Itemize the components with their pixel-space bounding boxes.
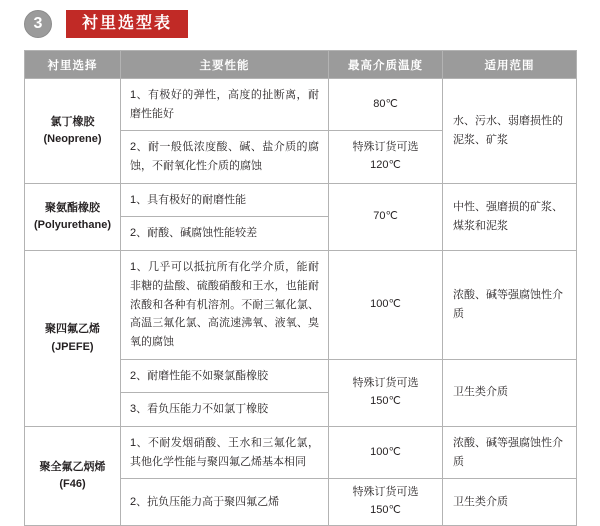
temperature-cell: 特殊订货可选 150℃ bbox=[329, 359, 443, 426]
lining-name-cell bbox=[25, 251, 121, 427]
lining-name-cn: 聚氨酯橡胶 bbox=[45, 201, 100, 214]
scope-cell: 卫生类介质 bbox=[443, 359, 577, 426]
lining-name-cell bbox=[25, 79, 121, 184]
scope-cell: 中性、强磨损的矿浆、煤浆和泥浆 bbox=[443, 183, 577, 250]
temperature-cell: 80℃ bbox=[329, 79, 443, 131]
performance-cell: 1、几乎可以抵抗所有化学介质，能耐非糖的盐酸、硫酸硝酸和王水，也能耐浓酸和各种有机溶剂。不耐三氟化氯、高温三氟化氯、高流速沸氧、液氧、臭氧的腐蚀 bbox=[121, 251, 329, 359]
lining-name-cn: 聚全氟乙炳烯 bbox=[39, 460, 106, 473]
table-row bbox=[25, 79, 577, 131]
page-title: 衬里选型表 bbox=[66, 10, 188, 39]
scope-cell: 卫生类介质 bbox=[443, 479, 577, 525]
lining-name-en: (F46) bbox=[59, 477, 86, 490]
column-header-scope: 适用范围 bbox=[443, 51, 577, 79]
table-header-row bbox=[25, 51, 577, 79]
lining-name-en: (Polyurethane) bbox=[33, 218, 111, 231]
column-header-max-temp: 最高介质温度 bbox=[329, 51, 443, 79]
performance-cell: 2、耐一般低浓度酸、碱、盐介质的腐蚀，不耐氧化性介质的腐蚀 bbox=[121, 131, 329, 183]
lining-name-en: (Neoprene) bbox=[43, 132, 102, 145]
section-header bbox=[24, 8, 188, 40]
performance-cell: 2、耐酸、碱腐蚀性能较差 bbox=[121, 217, 329, 251]
performance-cell: 2、耐磨性能不如聚氯酯橡胶 bbox=[121, 359, 329, 393]
temperature-cell: 100℃ bbox=[329, 251, 443, 359]
temperature-cell: 70℃ bbox=[329, 183, 443, 250]
performance-cell: 1、具有极好的耐磨性能 bbox=[121, 183, 329, 217]
column-header-lining: 衬里选择 bbox=[25, 51, 121, 79]
temperature-cell: 100℃ bbox=[329, 426, 443, 478]
temperature-cell: 特殊订货可选 150℃ bbox=[329, 479, 443, 525]
table-row bbox=[25, 426, 577, 478]
column-header-performance: 主要性能 bbox=[121, 51, 329, 79]
temperature-cell: 特殊订货可选 120℃ bbox=[329, 131, 443, 183]
table-body bbox=[25, 79, 577, 526]
performance-cell: 1、不耐发烟硝酸、王水和三氟化氯，其他化学性能与聚四氟乙烯基本相同 bbox=[121, 426, 329, 478]
scope-cell: 浓酸、碱等强腐蚀性介质 bbox=[443, 426, 577, 478]
lining-selection-table-wrap bbox=[24, 50, 576, 526]
scope-cell: 浓酸、碱等强腐蚀性介质 bbox=[443, 251, 577, 359]
performance-cell: 3、看负压能力不如氯丁橡胶 bbox=[121, 393, 329, 427]
table-row bbox=[25, 183, 577, 217]
lining-name-en: (JPEFE) bbox=[51, 340, 94, 353]
table-row bbox=[25, 251, 577, 359]
lining-selection-table bbox=[24, 50, 577, 526]
section-number-badge: 3 bbox=[24, 10, 52, 38]
lining-name-cn: 聚四氟乙烯 bbox=[45, 323, 100, 336]
scope-cell: 水、污水、弱磨损性的泥浆、矿浆 bbox=[443, 79, 577, 184]
table-head bbox=[25, 51, 577, 79]
lining-name-cn: 氯丁橡胶 bbox=[50, 115, 95, 128]
performance-cell: 1、有极好的弹性，高度的扯断离，耐磨性能好 bbox=[121, 79, 329, 131]
lining-name-cell bbox=[25, 183, 121, 250]
lining-name-cell bbox=[25, 426, 121, 525]
performance-cell: 2、抗负压能力高于聚四氟乙烯 bbox=[121, 479, 329, 525]
